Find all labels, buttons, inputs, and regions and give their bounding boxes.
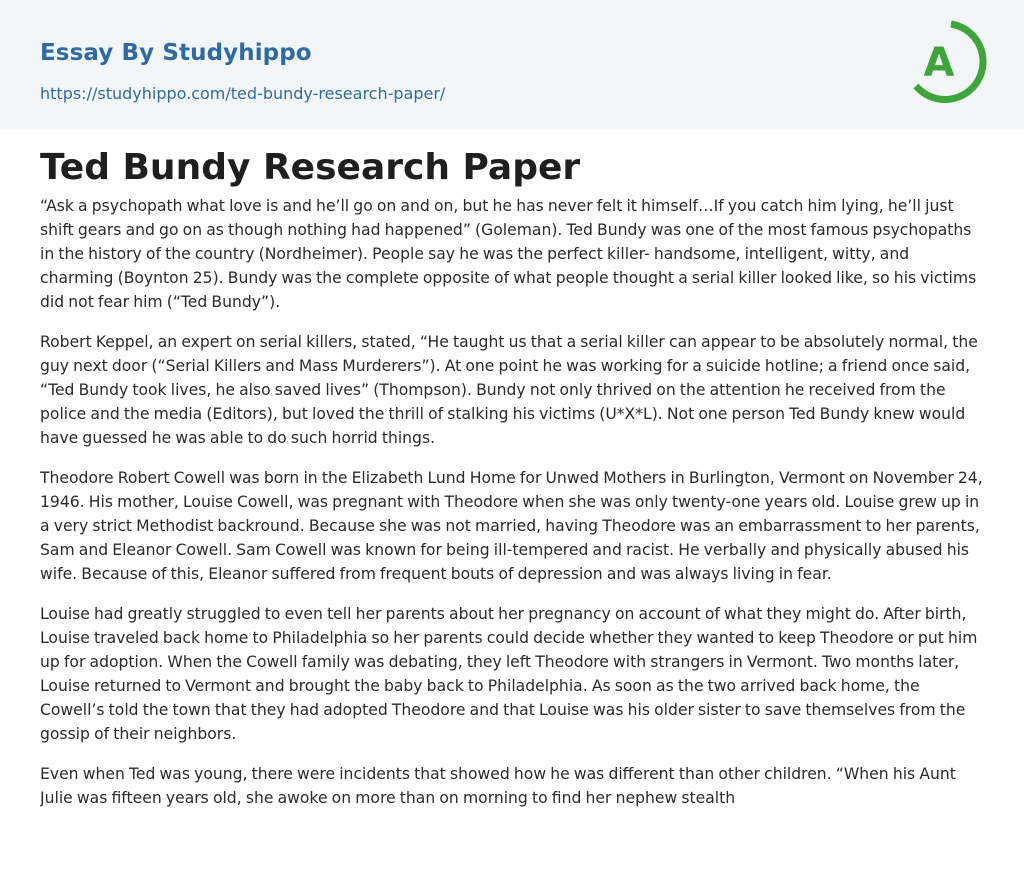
essay-paragraph: Theodore Robert Cowell was born in the Elizabeth Lund Home for Unwed Mothers in Burlington, Vermont on November 24, 1946. His mother, Louise Cowell, was pregnant with Theodore when she was only twenty-one years old. Louise grew up in a very strict Methodist backround. Because she was not married, having Theodore was an embarrassment to her parents, Sam and Eleanor Cowell. Sam Cowell was known for being ill-tempered and racist. He verbally and physically abused his wife. Because of this, Eleanor suffered from frequent bouts of depression and was always living in fear.	[40, 469, 983, 583]
studyhippo-logo-icon[interactable]	[908, 18, 988, 106]
document-title: Ted Bundy Research Paper	[40, 147, 581, 188]
essay-paragraph: “Ask a psychopath what love is and he’ll go on and on, but he has never felt it himself…If you catch him lying, he’ll just shift gears and go on as though nothing had happened” (Goleman). Ted Bundy was one of the most famous psychopaths in the history of the country (Nordheimer). People say he was the perfect killer- handsome, intelligent, witty, and charming (Boynton 25). Bundy was the complete opposite of what people thought a serial killer looked like, so his victims did not fear him (“Ted Bundy”).	[40, 197, 977, 311]
site-header	[0, 0, 1024, 129]
brand-name[interactable]: Essay By Studyhippo	[40, 40, 312, 66]
essay-body	[40, 194, 984, 891]
essay-paragraph: Louise had greatly struggled to even tell her parents about her pregnancy on account of what they might do. After birth, Louise traveled back home to Philadelphia so her parents could decide whether they wanted to keep Theodore or put him up for adoption. When the Cowell family was debating, they left Theodore with strangers in Vermont. Two months later, Louise returned to Vermont and brought the baby back to Philadelphia. As soon as the two arrived back home, the Cowell’s told the town that they had adopted Theodore and that Louise was his older sister to save themselves from the gossip of their neighbors.	[40, 605, 978, 743]
essay-paragraph: Robert Keppel, an expert on serial killers, stated, “He taught us that a serial killer can appear to be absolutely normal, the guy next door (“Serial Killers and Mass Murderers”). At one point he was working for a suicide hotline; a friend once said, “Ted Bundy took lives, he also saved lives” (Thompson). Bundy not only thrived on the attention he received from the police and the media (Editors), but loved the thrill of stalking his victims (U*X*L). Not one person Ted Bundy knew would have guessed he was able to do such horrid things.	[40, 333, 978, 447]
page-url-link[interactable]: https://studyhippo.com/ted-bundy-research-paper/	[40, 84, 446, 103]
logo-letter: A	[923, 40, 955, 86]
essay-paragraph: Even when Ted was young, there were incidents that showed how he was different than other children. “When his Aunt Julie was fifteen years old, she awoke on more than on morning to find her nephew stealth	[40, 765, 956, 807]
